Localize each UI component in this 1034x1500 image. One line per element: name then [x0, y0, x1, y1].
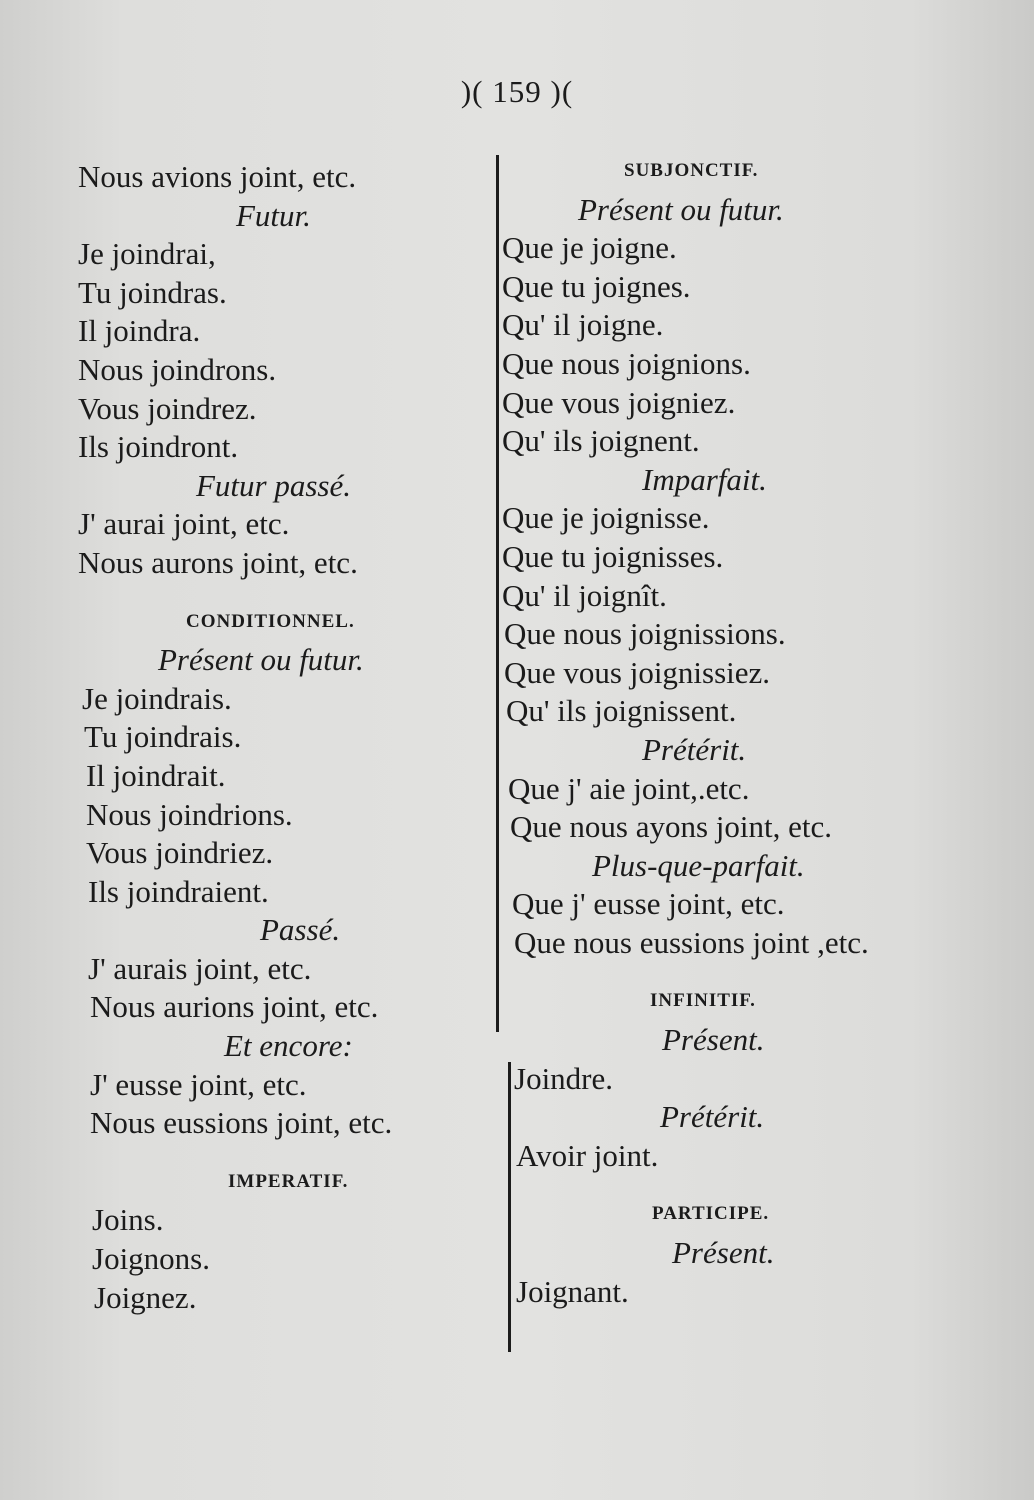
text-line: Vous joindriez. [86, 835, 274, 871]
mood-title-imperatif: IMPERATIF. [228, 1170, 349, 1192]
text-line: Nous aurions joint, etc. [90, 989, 379, 1025]
text-line: Ils joindront. [78, 429, 239, 465]
text-line: Joignons. [92, 1241, 210, 1277]
tense-heading-futur: Futur. [236, 197, 311, 233]
page-number: )( 159 )( [460, 74, 574, 109]
tense-heading-present: Présent. [672, 1235, 775, 1271]
text-line: Joignant. [516, 1273, 629, 1309]
tense-heading-et-encore: Et encore: [224, 1028, 353, 1064]
text-line: J' aurai joint, etc. [78, 506, 290, 542]
text-line: Ils joindraient. [88, 873, 269, 909]
text-line: Que nous joignissions. [504, 616, 786, 652]
tense-heading-passe: Passé. [260, 912, 341, 948]
tense-heading-present-ou-futur: Présent ou futur. [158, 642, 364, 678]
text-line: Je joindrais. [82, 680, 232, 716]
tense-heading-plus-que-parfait: Plus-que-parfait. [592, 847, 805, 883]
text-line: Nous avions joint, etc. [78, 159, 357, 194]
text-line: Joins. [92, 1202, 164, 1238]
text-line: Que vous joigniez. [502, 384, 736, 420]
text-line: Que tu joignes. [502, 268, 691, 304]
text-line: Que nous joignions. [502, 345, 751, 381]
text-line: Que nous eussions joint ,etc. [514, 924, 869, 960]
column-divider-upper [496, 155, 499, 1032]
text-line: Que j' aie joint,.etc. [508, 770, 750, 806]
text-line: Nous joindrons. [78, 351, 277, 387]
right-column [502, 152, 1022, 1311]
text-line: Il joindrait. [86, 757, 226, 793]
text-line: J' eusse joint, etc. [90, 1066, 307, 1102]
tense-heading-preterit: Prétérit. [642, 731, 747, 767]
tense-heading-present: Présent. [662, 1022, 765, 1058]
mood-title-subjonctif: SUBJONCTIF. [624, 160, 759, 181]
text-line: Vous joindrez. [78, 390, 257, 426]
text-line: Que tu joignisses. [502, 538, 724, 574]
text-line: Qu' ils joignent. [502, 423, 700, 459]
text-line: Tu joindrais. [84, 719, 242, 755]
text-line: J' aurais joint, etc. [88, 950, 312, 986]
text-line: Avoir joint. [516, 1137, 659, 1173]
text-line: Nous joindrions. [86, 796, 293, 832]
text-line: Joindre. [514, 1060, 614, 1096]
tense-heading-preterit: Prétérit. [660, 1099, 765, 1135]
tense-heading-imparfait: Imparfait. [642, 461, 767, 497]
text-line: Nous aurons joint, etc. [78, 544, 358, 580]
text-line: Il joindra. [78, 313, 201, 349]
mood-title-conditionnel: CONDITIONNEL. [186, 610, 355, 632]
text-line: Tu joindras. [78, 274, 227, 310]
text-line: Que nous ayons joint, etc. [510, 809, 833, 845]
text-line: Nous eussions joint, etc. [90, 1105, 393, 1141]
text-line: Qu' il joigne. [502, 307, 664, 343]
left-column [78, 158, 488, 1317]
text-line: Que vous joignissiez. [504, 654, 771, 690]
text-line: Joignez. [94, 1279, 197, 1315]
text-line: Que je joigne. [502, 230, 677, 266]
text-line: Que j' eusse joint, etc. [512, 886, 785, 922]
tense-heading-present-ou-futur: Présent ou futur. [578, 191, 784, 227]
text-line: Qu' il joignît. [502, 577, 667, 613]
tense-heading-futur-passe: Futur passé. [196, 467, 351, 503]
text-line: Je joindrai, [78, 236, 216, 272]
mood-title-participe: PARTICIPE. [652, 1203, 770, 1225]
text-line: Qu' ils joignissent. [506, 693, 737, 729]
text-line: Que je joignisse. [502, 500, 710, 536]
mood-title-infinitif: INFINITIF. [650, 990, 756, 1012]
